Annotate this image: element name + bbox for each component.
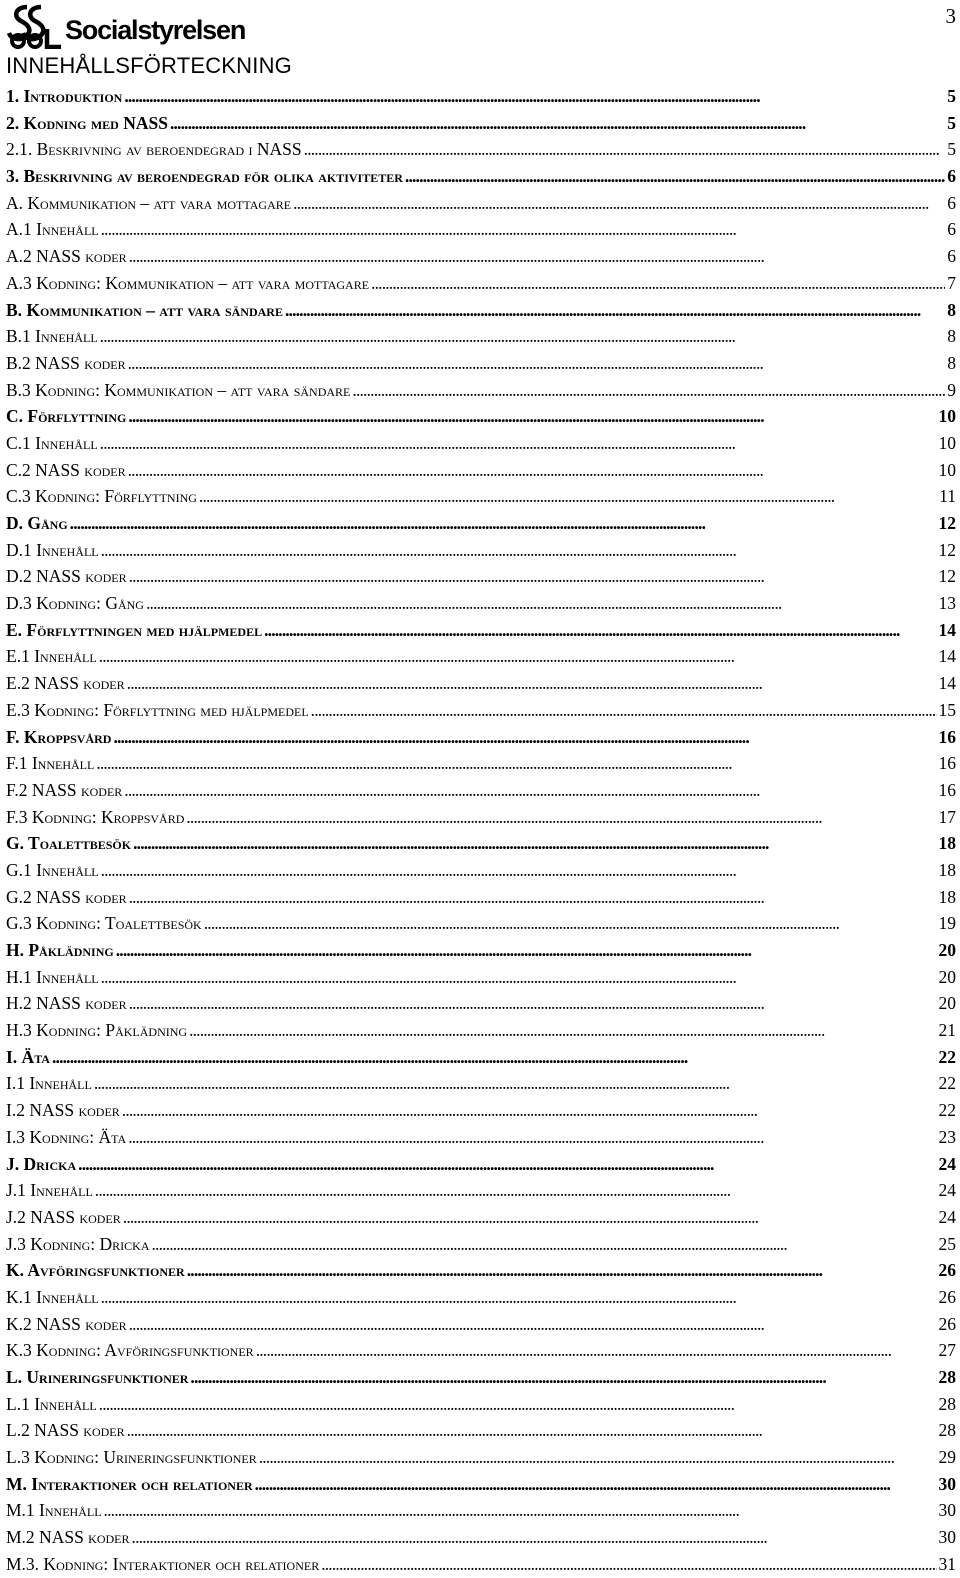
toc-entry[interactable] <box>6 323 956 350</box>
toc-entry-page: 18 <box>938 859 956 880</box>
toc-entry-page: 24 <box>938 1180 956 1201</box>
toc-entry-label: I.2 NASS koder <box>6 1100 120 1121</box>
toc-dot-leader <box>129 243 946 270</box>
toc-dot-leader <box>124 83 945 110</box>
toc-entry-label: H.3 Kodning: Påklädning <box>6 1020 188 1041</box>
toc-dot-leader <box>128 457 937 484</box>
toc-entry-page: 27 <box>938 1340 956 1361</box>
toc-entry-label: 2. Kodning med NASS <box>6 112 168 133</box>
toc-entry[interactable] <box>6 750 956 777</box>
toc-entry-label: I. Äta <box>6 1046 50 1067</box>
toc-entry-page: 18 <box>938 886 956 907</box>
toc-entry-page: 10 <box>938 459 956 480</box>
toc-entry-page: 6 <box>947 219 956 240</box>
toc-entry-label: D.2 NASS koder <box>6 566 127 587</box>
toc-entry-page: 5 <box>947 112 956 133</box>
toc-entry-page: 7 <box>947 272 956 293</box>
toc-entry-page: 29 <box>938 1447 956 1468</box>
toc-entry-label: F.1 Innehåll <box>6 753 95 774</box>
toc-dot-leader <box>101 857 937 884</box>
toc-entry-label: B.1 Innehåll <box>6 326 98 347</box>
toc-entry-label: H. Påklädning <box>6 940 114 960</box>
toc-entry[interactable] <box>6 1177 956 1204</box>
toc-entry-page: 17 <box>938 806 956 827</box>
toc-dot-leader <box>101 216 946 243</box>
socialstyrelsen-logo <box>5 2 245 50</box>
toc-dot-leader <box>96 750 936 777</box>
toc-dot-leader <box>123 1204 937 1231</box>
toc-entry-page: 5 <box>947 86 956 106</box>
toc-dot-leader <box>186 804 936 831</box>
toc-dot-leader <box>285 297 945 324</box>
toc-entry-label: J. Dricka <box>6 1153 77 1174</box>
toc-entry[interactable] <box>6 457 956 484</box>
toc-entry-label: G.3 Kodning: Toalettbesök <box>6 913 202 934</box>
toc-entry-label: L. Urineringsfunktioner <box>6 1367 189 1387</box>
toc-entry[interactable] <box>6 1391 956 1418</box>
toc-entry-page: 11 <box>939 486 956 507</box>
toc-dot-leader <box>101 537 937 564</box>
toc-entry[interactable] <box>6 910 956 937</box>
toc-entry-page: 12 <box>938 513 956 533</box>
toc-entry-label: 2.1. Beskrivning av beroendegrad i NASS <box>6 139 302 160</box>
toc-entry[interactable] <box>6 1124 956 1151</box>
toc-entry[interactable] <box>6 270 956 297</box>
toc-entry-label: E.3 Kodning: Förflyttning med hjälpmedel <box>6 699 309 720</box>
toc-entry-page: 16 <box>938 753 956 774</box>
toc-entry-label: C. Förflyttning <box>6 406 127 427</box>
toc-dot-leader <box>94 1070 937 1097</box>
toc-entry-label: E.1 Innehåll <box>6 646 97 667</box>
toc-dot-leader <box>255 1471 937 1498</box>
toc-dot-leader <box>113 724 936 751</box>
toc-entry-label: H.2 NASS koder <box>6 993 127 1014</box>
toc-heading: INNEHÅLLSFÖRTECKNING <box>6 53 292 78</box>
toc-entry[interactable] <box>6 1070 956 1097</box>
toc-entry-label: E.2 NASS koder <box>6 673 125 694</box>
toc-entry-page: 6 <box>947 192 956 213</box>
toc-entry-page: 20 <box>938 940 956 960</box>
toc-entry[interactable] <box>6 884 956 911</box>
toc-entry-label: M.2 NASS koder <box>6 1527 130 1548</box>
toc-entry[interactable] <box>6 1151 956 1178</box>
toc-dot-leader <box>405 163 945 190</box>
toc-dot-leader <box>259 1444 937 1471</box>
toc-entry-label: 3. Beskrivning av beroendegrad för olika aktiviteter <box>6 166 403 187</box>
toc-entry-label: F.2 NASS koder <box>6 779 123 800</box>
toc-entry-page: 28 <box>938 1393 956 1414</box>
toc-dot-leader <box>100 430 937 457</box>
toc-dot-leader <box>352 377 945 404</box>
toc-dot-leader <box>100 323 946 350</box>
toc-dot-leader <box>129 1311 937 1338</box>
toc-dot-leader <box>129 884 937 911</box>
toc-entry-label: A. Kommunikation – att vara mottagare <box>6 192 292 213</box>
toc-entry[interactable] <box>6 243 956 270</box>
toc-entry-label: A.1 Innehåll <box>6 219 99 240</box>
toc-entry-page: 13 <box>938 593 956 614</box>
toc-entry-page: 26 <box>938 1260 956 1281</box>
toc-entry[interactable] <box>6 1417 956 1444</box>
toc-entry-label: F. Kroppsvård <box>6 726 112 747</box>
toc-entry-label: C.2 NASS koder <box>6 459 126 480</box>
toc-entry-label: B.3 Kodning: Kommunikation – att vara sändare <box>6 379 351 400</box>
toc-entry[interactable] <box>6 1204 956 1231</box>
toc-entry-label: J.2 NASS koder <box>6 1206 121 1227</box>
toc-entry-page: 14 <box>938 673 956 694</box>
toc-entry[interactable] <box>6 697 956 724</box>
toc-entry-label: D. Gång <box>6 513 68 533</box>
toc-entry[interactable] <box>6 804 956 831</box>
toc-dot-leader <box>190 1364 936 1391</box>
toc-entry[interactable] <box>6 937 956 964</box>
toc-entry-page: 20 <box>938 966 956 987</box>
toc-dot-leader <box>127 1417 937 1444</box>
toc-entry-page: 26 <box>938 1286 956 1307</box>
toc-entry-page: 30 <box>938 1473 956 1494</box>
toc-entry[interactable] <box>6 1284 956 1311</box>
toc-entry[interactable] <box>6 510 956 537</box>
toc-entry-label: D.1 Innehåll <box>6 539 99 560</box>
toc-dot-leader <box>104 1497 937 1524</box>
toc-entry-label: B.2 NASS koder <box>6 352 126 373</box>
toc-entry-label: H.1 Innehåll <box>6 966 99 987</box>
toc-entry-page: 24 <box>938 1206 956 1227</box>
toc-entry-label: G.2 NASS koder <box>6 886 127 907</box>
toc-entry[interactable] <box>6 1311 956 1338</box>
toc-entry[interactable] <box>6 537 956 564</box>
toc-dot-leader <box>128 350 946 377</box>
toc-entry[interactable] <box>6 1337 956 1364</box>
toc-entry-page: 22 <box>938 1100 956 1121</box>
toc-dot-leader <box>199 483 937 510</box>
toc-entry[interactable] <box>6 430 956 457</box>
table-of-contents <box>6 83 956 1578</box>
toc-entry-page: 8 <box>947 352 956 373</box>
toc-entry[interactable] <box>6 1097 956 1124</box>
toc-entry[interactable] <box>6 670 956 697</box>
toc-entry-page: 16 <box>938 726 956 747</box>
toc-entry-page: 26 <box>938 1313 956 1334</box>
toc-entry-page: 16 <box>938 779 956 800</box>
toc-entry-page: 10 <box>938 432 956 453</box>
toc-entry-page: 21 <box>938 1020 956 1041</box>
toc-entry[interactable] <box>6 830 956 857</box>
toc-entry-page: 28 <box>938 1420 956 1441</box>
toc-entry[interactable] <box>6 643 956 670</box>
toc-entry[interactable] <box>6 1524 956 1551</box>
toc-dot-leader <box>293 190 945 217</box>
toc-entry-page: 18 <box>938 833 956 854</box>
toc-entry-page: 19 <box>938 913 956 934</box>
toc-entry[interactable] <box>6 990 956 1017</box>
toc-entry-page: 8 <box>947 326 956 347</box>
toc-dot-leader <box>78 1151 936 1178</box>
toc-dot-leader <box>52 1044 937 1071</box>
toc-entry-label: K.3 Kodning: Avföringsfunktioner <box>6 1340 254 1361</box>
toc-entry-label: M.3. Kodning: Interaktioner och relationer <box>6 1553 320 1574</box>
toc-entry-page: 10 <box>938 406 956 427</box>
toc-dot-leader <box>204 910 937 937</box>
socialstyrelsen-monogram-icon <box>5 3 63 49</box>
toc-entry-label: 1. Introduktion <box>6 86 123 106</box>
toc-entry-page: 20 <box>938 993 956 1014</box>
toc-entry-label: L.1 Innehåll <box>6 1393 97 1414</box>
logo-text: Socialstyrelsen <box>65 14 246 45</box>
toc-entry-page: 15 <box>938 699 956 720</box>
toc-dot-leader <box>304 136 946 163</box>
toc-entry[interactable] <box>6 163 956 190</box>
toc-entry-page: 30 <box>938 1500 956 1521</box>
toc-entry[interactable] <box>6 563 956 590</box>
toc-entry-label: A.3 Kodning: Kommunikation – att vara mottagare <box>6 272 370 293</box>
toc-entry[interactable] <box>6 1497 956 1524</box>
toc-entry-page: 28 <box>938 1367 956 1387</box>
toc-entry[interactable] <box>6 216 956 243</box>
toc-dot-leader <box>116 937 937 964</box>
toc-entry-label: L.3 Kodning: Urineringsfunktioner <box>6 1447 257 1468</box>
toc-entry-label: K. Avföringsfunktioner <box>6 1260 185 1281</box>
toc-entry[interactable] <box>6 1551 956 1578</box>
toc-entry-page: 14 <box>938 619 956 640</box>
toc-entry[interactable] <box>6 1471 956 1498</box>
toc-entry-page: 5 <box>947 139 956 160</box>
toc-dot-leader <box>128 403 936 430</box>
toc-entry[interactable] <box>6 136 956 163</box>
toc-dot-leader <box>124 777 936 804</box>
toc-dot-leader <box>146 590 937 617</box>
toc-dot-leader <box>152 1231 937 1258</box>
toc-entry-page: 9 <box>947 379 956 400</box>
toc-entry[interactable] <box>6 483 956 510</box>
toc-entry[interactable] <box>6 590 956 617</box>
toc-dot-leader <box>311 697 937 724</box>
toc-entry[interactable] <box>6 1257 956 1284</box>
toc-dot-leader <box>189 1017 936 1044</box>
toc-entry[interactable] <box>6 964 956 991</box>
toc-dot-leader <box>187 1257 937 1284</box>
toc-entry-label: M. Interaktioner och relationer <box>6 1473 253 1494</box>
toc-entry-page: 6 <box>947 166 956 187</box>
toc-dot-leader <box>99 643 937 670</box>
toc-entry-label: F.3 Kodning: Kroppsvård <box>6 806 185 827</box>
toc-dot-leader <box>129 990 937 1017</box>
toc-entry[interactable] <box>6 617 956 644</box>
toc-dot-leader <box>256 1337 937 1364</box>
toc-entry-label: J.3 Kodning: Dricka <box>6 1233 150 1254</box>
toc-entry[interactable] <box>6 857 956 884</box>
toc-entry-page: 24 <box>938 1153 956 1174</box>
toc-dot-leader <box>101 964 937 991</box>
toc-entry-page: 23 <box>938 1126 956 1147</box>
toc-dot-leader <box>101 1284 937 1311</box>
toc-entry-label: A.2 NASS koder <box>6 246 127 267</box>
toc-dot-leader <box>128 1124 936 1151</box>
toc-entry[interactable] <box>6 377 956 404</box>
toc-entry-page: 25 <box>938 1233 956 1254</box>
toc-entry-page: 22 <box>938 1046 956 1067</box>
toc-entry-label: K.2 NASS koder <box>6 1313 127 1334</box>
toc-entry-label: K.1 Innehåll <box>6 1286 99 1307</box>
toc-dot-leader <box>127 670 937 697</box>
toc-entry[interactable] <box>6 1044 956 1071</box>
toc-entry[interactable] <box>6 1017 956 1044</box>
toc-entry-page: 12 <box>938 539 956 560</box>
toc-dot-leader <box>95 1177 937 1204</box>
toc-dot-leader <box>170 110 945 137</box>
toc-entry[interactable] <box>6 724 956 751</box>
toc-dot-leader <box>264 617 936 644</box>
toc-entry[interactable] <box>6 1444 956 1471</box>
toc-entry[interactable] <box>6 350 956 377</box>
page-number: 3 <box>945 4 956 28</box>
toc-entry[interactable] <box>6 403 956 430</box>
toc-entry-label: C.3 Kodning: Förflyttning <box>6 486 197 507</box>
toc-entry-page: 6 <box>947 246 956 267</box>
toc-entry-page: 14 <box>938 646 956 667</box>
toc-entry-label: E. Förflyttningen med hjälpmedel <box>6 619 263 640</box>
toc-entry[interactable] <box>6 110 956 137</box>
toc-dot-leader <box>129 563 937 590</box>
toc-entry[interactable] <box>6 190 956 217</box>
toc-dot-leader <box>371 270 945 297</box>
toc-entry-page: 12 <box>938 566 956 587</box>
toc-entry[interactable] <box>6 83 956 110</box>
toc-entry-label: G. Toalettbesök <box>6 833 132 854</box>
toc-entry-label: L.2 NASS koder <box>6 1420 125 1441</box>
toc-dot-leader <box>133 830 936 857</box>
toc-dot-leader <box>321 1551 936 1578</box>
toc-entry-page: 31 <box>938 1553 956 1574</box>
toc-entry-page: 30 <box>938 1527 956 1548</box>
toc-entry-label: D.3 Kodning: Gång <box>6 593 144 614</box>
toc-dot-leader <box>132 1524 937 1551</box>
toc-entry-page: 22 <box>938 1073 956 1094</box>
toc-entry-label: B. Kommunikation – att vara sändare <box>6 299 283 320</box>
toc-dot-leader <box>99 1391 937 1418</box>
toc-entry-label: G.1 Innehåll <box>6 859 99 880</box>
toc-entry-label: I.1 Innehåll <box>6 1073 92 1094</box>
toc-entry[interactable] <box>6 1364 956 1391</box>
toc-entry[interactable] <box>6 1231 956 1258</box>
toc-dot-leader <box>122 1097 937 1124</box>
toc-entry-label: M.1 Innehåll <box>6 1500 102 1521</box>
toc-entry[interactable] <box>6 777 956 804</box>
toc-entry-label: C.1 Innehåll <box>6 432 98 453</box>
toc-entry-label: J.1 Innehåll <box>6 1180 93 1201</box>
toc-entry[interactable] <box>6 297 956 324</box>
toc-entry-page: 8 <box>947 299 956 320</box>
toc-entry-label: I.3 Kodning: Äta <box>6 1126 127 1147</box>
toc-dot-leader <box>70 510 937 537</box>
